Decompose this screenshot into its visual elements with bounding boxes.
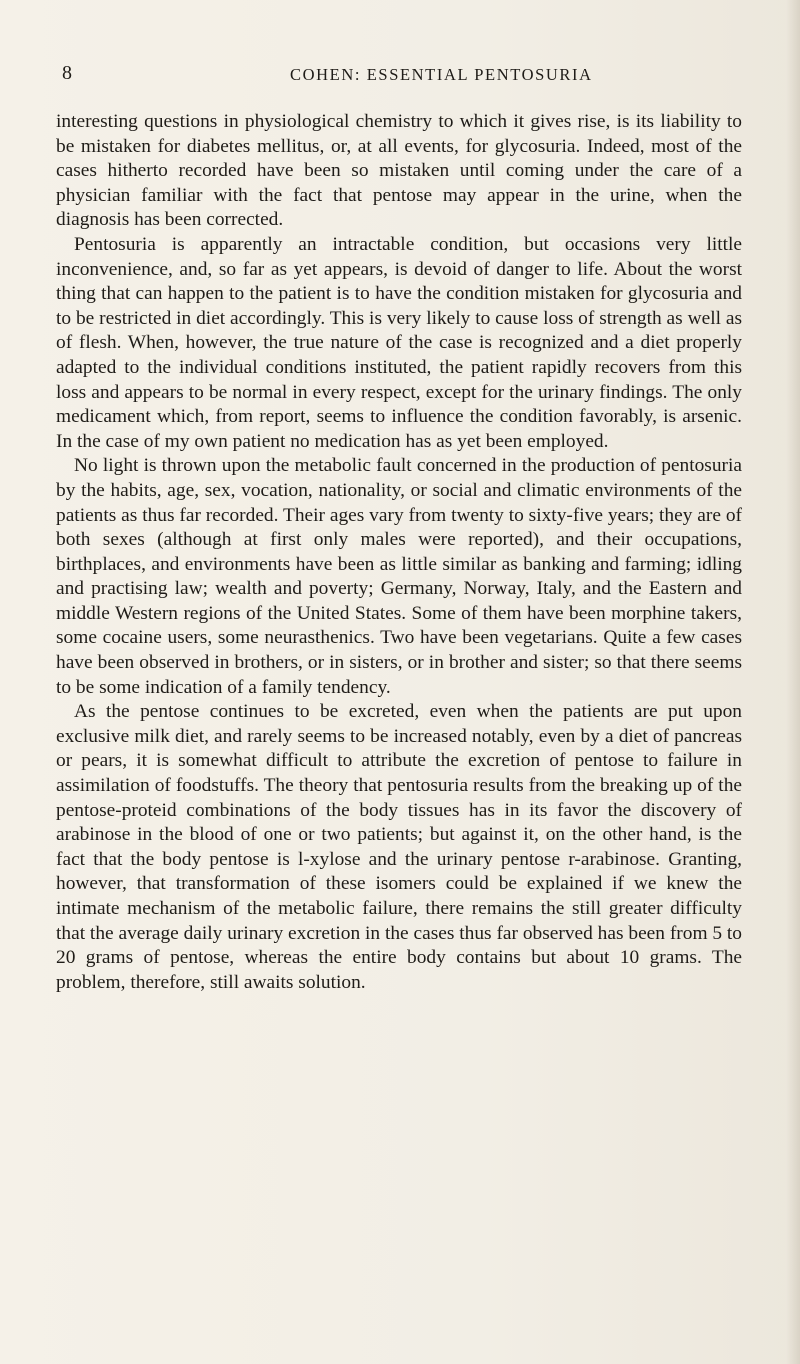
paragraph-1: interesting questions in physiological chemistry to which it gives rise, is its liability to be mistaken for diabetes mellitus, or, at all events, for glycosuria. Indeed, most of the cases hitherto recorded have been so mistaken until coming under the care of a physician familiar with the fact that pentose may appear in the urine, when the diagnosis has been corrected. [56,111,742,231]
paragraph-3: No light is thrown upon the metabolic fault concerned in the production of pentosuria by the habits, age, sex, vocation, nationality, or social and climatic environments of the patients as thus far recorded. Their ages vary from twenty to sixty-five years; they are of both sexes (although at first only males were reported), and their occupations, birthplaces, and environments have been as little similar as banking and farming; idling and practising law; wealth and poverty; Germany, Norway, Italy, and the Eastern and middle Western regions of the United States. Some of them have been morphine takers, some cocaine users, some neurasthenics. Two have been vegetarians. Quite a few cases have been observed in brothers, or in sisters, or in brother and sister; so that there seems to be some indication of a family tendency. [56,455,742,698]
page-number: 8 [62,62,73,84]
running-head [62,62,742,86]
paragraph-2: Pentosuria is apparently an intractable condition, but occasions very little inconvenience, and, so far as yet appears, is devoid of danger to life. About the worst thing that can happen to the patient is to have the condition mistaken for glycosuria and to be restricted in diet accordingly. This is very likely to cause loss of strength as well as of flesh. When, however, the true nature of the case is recognized and a diet properly adapted to the individual conditions instituted, the patient rapidly recovers from this loss and appears to be normal in every respect, except for the urinary findings. The only medicament which, from report, seems to influence the condition favorably, is arsenic. In the case of my own patient no medication has as yet been employed. [56,233,742,452]
body-text [56,110,742,995]
paragraph-4: As the pentose continues to be excreted, even when the patients are put upon exclusive milk diet, and rarely seems to be increased notably, even by a diet of pancreas or pears, it is somewhat difficult to attribute the excretion of pentose to failure in assimilation of foodstuffs. The theory that pentosuria results from the breaking up of the pentose-proteid combinations of the body tissues has in its favor the discovery of arabinose in the blood of one or two patients; but against it, on the other hand, is the fact that the body pentose is l-xylose and the urinary pentose r-arabinose. Granting, however, that transformation of these isomers could be explained if we knew the intimate mechanism of the metabolic failure, there remains the still greater difficulty that the average daily urinary excretion in the cases thus far observed has been from 5 to 20 grams of pentose, whereas the entire body contains but about 10 grams. The problem, therefore, still awaits solution. [56,701,742,993]
running-title: COHEN: ESSENTIAL PENTOSURIA [290,65,593,84]
page-edge-shadow [786,0,800,1364]
